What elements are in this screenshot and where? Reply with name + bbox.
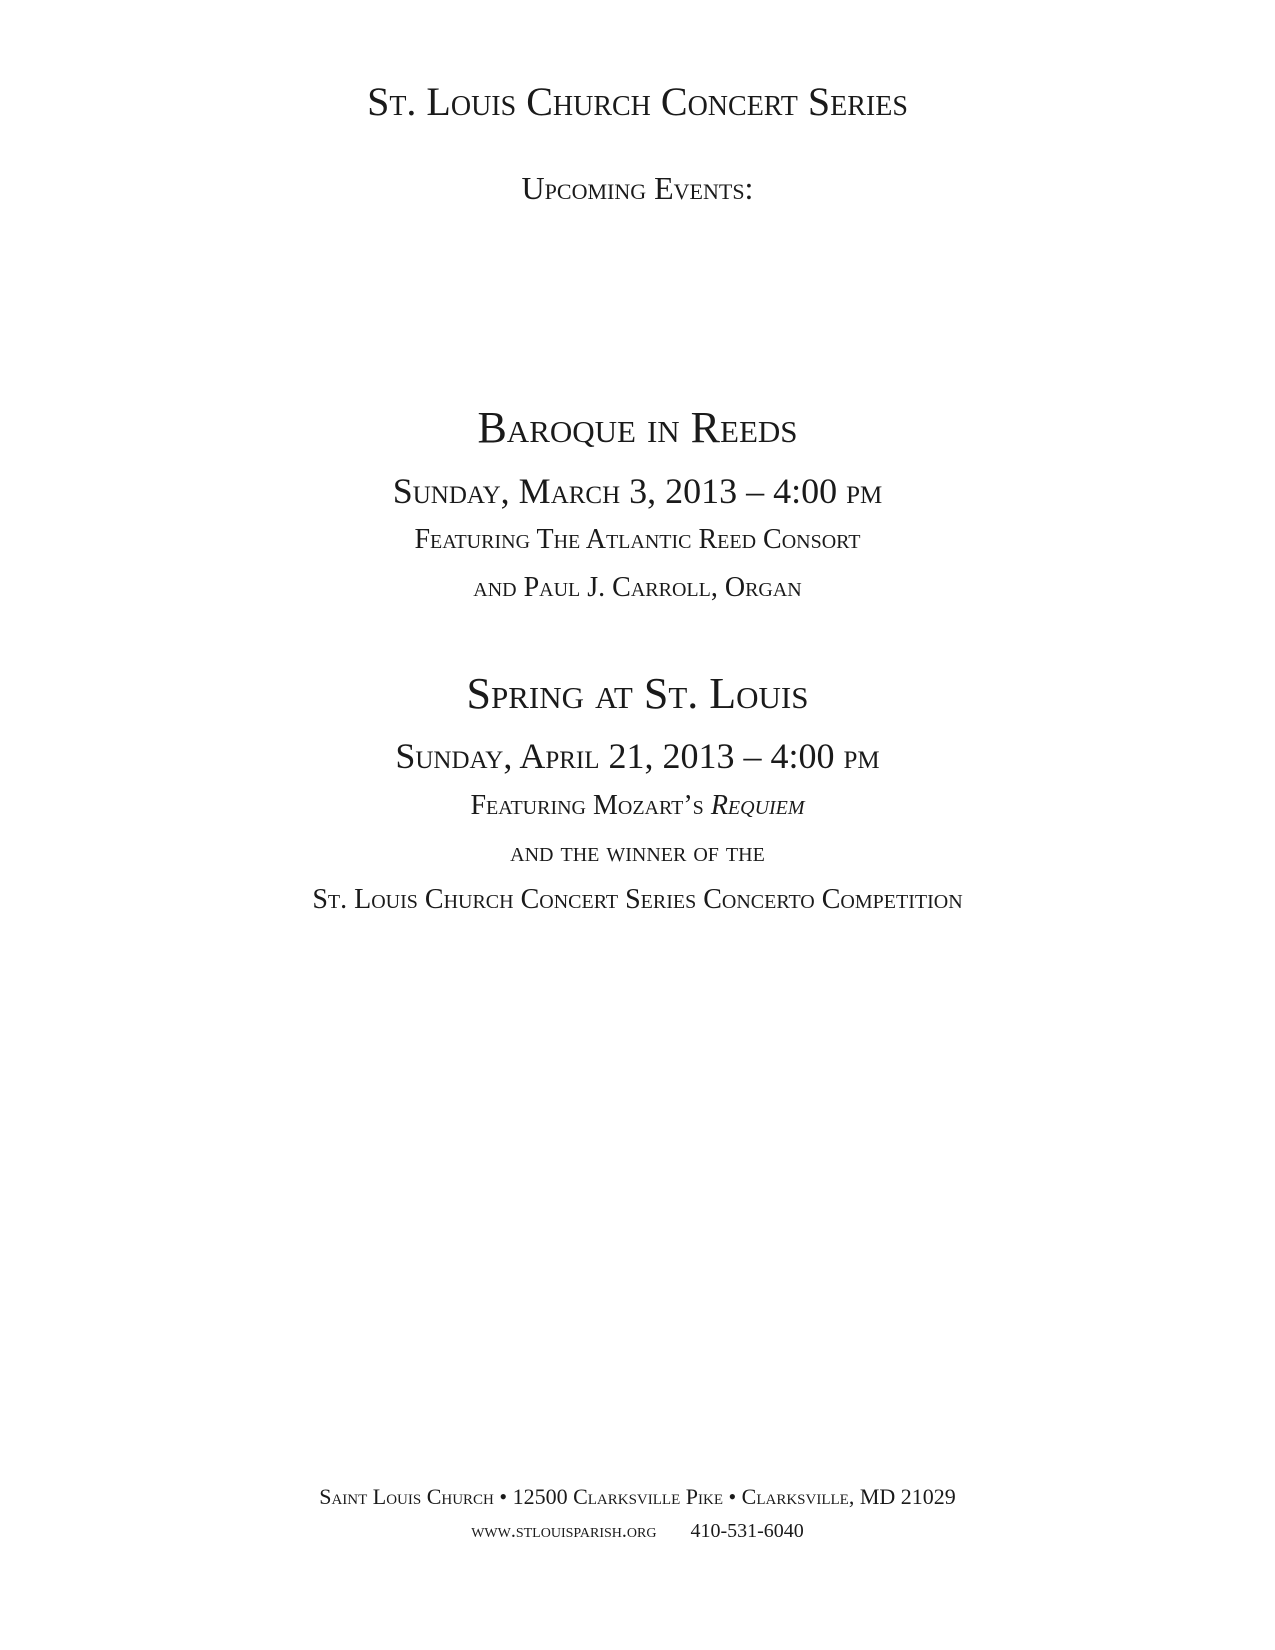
event-2-winner-line: and the winner of the	[510, 837, 765, 868]
footer-contact	[0, 1520, 1275, 1543]
event-1-title: Baroque in Reeds	[477, 403, 798, 452]
event-2-date: Sunday, April 21, 2013 – 4:00 pm	[395, 736, 880, 776]
series-title: St. Louis Church Concert Series	[367, 79, 908, 124]
event-1-featuring: Featuring The Atlantic Reed Consort	[414, 524, 861, 555]
event-2-competition: St. Louis Church Concert Series Concerto Competition	[312, 884, 963, 915]
footer-phone: 410-531-6040	[690, 1520, 804, 1542]
footer-website: www.stlouisparish.org	[471, 1520, 657, 1542]
footer-address: Saint Louis Church • 12500 Clarksville Pike • Clarksville, MD 21029	[319, 1484, 956, 1509]
event-2-featuring-prefix: Featuring Mozart’s	[470, 790, 711, 821]
event-2-title: Spring at St. Louis	[466, 669, 809, 718]
event-2-work-title: Requiem	[710, 790, 805, 821]
upcoming-events-heading: Upcoming Events:	[521, 170, 754, 206]
event-2-featuring	[0, 790, 1275, 822]
event-1-organist: and Paul J. Carroll, Organ	[473, 572, 802, 603]
event-1-date: Sunday, March 3, 2013 – 4:00 pm	[392, 471, 883, 511]
